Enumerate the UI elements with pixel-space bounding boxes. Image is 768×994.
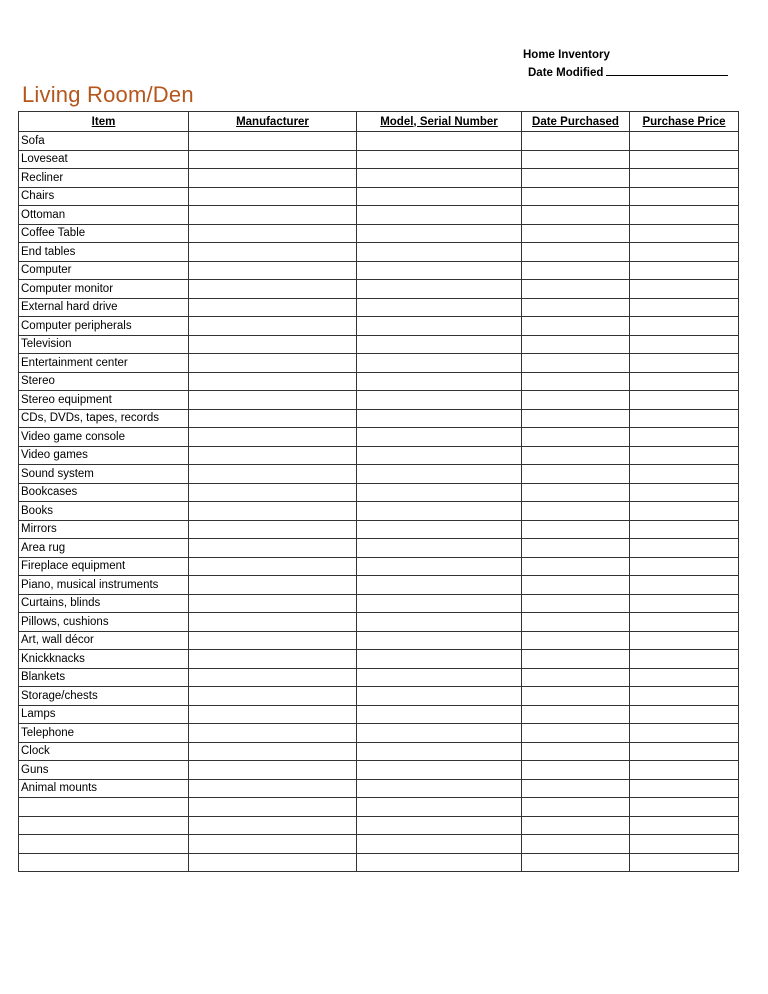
- table-row: [19, 483, 739, 502]
- column-header-purchase-price: Purchase Price: [630, 112, 739, 132]
- purchase-price-cell[interactable]: [630, 539, 739, 558]
- purchase-price-cell[interactable]: [630, 132, 739, 151]
- item-cell: Guns: [19, 761, 189, 780]
- table-row: [19, 779, 739, 798]
- item-cell: Art, wall décor: [19, 631, 189, 650]
- item-cell: Storage/chests: [19, 687, 189, 706]
- model-serial-cell[interactable]: [357, 705, 522, 724]
- date-purchased-cell[interactable]: [522, 724, 630, 743]
- purchase-price-cell[interactable]: [630, 502, 739, 521]
- date-purchased-cell[interactable]: [522, 261, 630, 280]
- model-serial-cell[interactable]: [357, 391, 522, 410]
- document-header: [523, 47, 728, 82]
- model-serial-cell[interactable]: [357, 280, 522, 299]
- purchase-price-cell[interactable]: [630, 557, 739, 576]
- table-row: [19, 206, 739, 225]
- date-purchased-cell[interactable]: [522, 779, 630, 798]
- table-row: [19, 687, 739, 706]
- purchase-price-cell[interactable]: [630, 169, 739, 188]
- table-row: [19, 835, 739, 854]
- model-serial-cell[interactable]: [357, 502, 522, 521]
- table-row: [19, 853, 739, 872]
- date-purchased-cell[interactable]: [522, 298, 630, 317]
- item-cell: External hard drive: [19, 298, 189, 317]
- purchase-price-cell[interactable]: [630, 483, 739, 502]
- date-purchased-cell[interactable]: [522, 317, 630, 336]
- date-purchased-cell[interactable]: [522, 243, 630, 262]
- purchase-price-cell[interactable]: [630, 261, 739, 280]
- date-purchased-cell[interactable]: [522, 354, 630, 373]
- date-purchased-cell[interactable]: [522, 391, 630, 410]
- item-cell: End tables: [19, 243, 189, 262]
- item-cell: Fireplace equipment: [19, 557, 189, 576]
- item-cell: [19, 835, 189, 854]
- item-cell: Bookcases: [19, 483, 189, 502]
- model-serial-cell[interactable]: [357, 816, 522, 835]
- purchase-price-cell[interactable]: [630, 280, 739, 299]
- section-title: Living Room/Den: [22, 82, 194, 107]
- model-serial-cell[interactable]: [357, 335, 522, 354]
- table-row: [19, 150, 739, 169]
- column-header-manufacturer: Manufacturer: [189, 112, 357, 132]
- model-serial-cell[interactable]: [357, 261, 522, 280]
- item-cell: Coffee Table: [19, 224, 189, 243]
- table-row: [19, 761, 739, 780]
- inventory-body: [19, 132, 739, 872]
- model-serial-cell[interactable]: [357, 576, 522, 595]
- table-row: [19, 224, 739, 243]
- table-row: [19, 613, 739, 632]
- date-purchased-cell[interactable]: [522, 576, 630, 595]
- model-serial-cell[interactable]: [357, 446, 522, 465]
- manufacturer-cell[interactable]: [189, 631, 357, 650]
- purchase-price-cell[interactable]: [630, 742, 739, 761]
- manufacturer-cell[interactable]: [189, 650, 357, 669]
- manufacturer-cell[interactable]: [189, 705, 357, 724]
- date-purchased-cell[interactable]: [522, 372, 630, 391]
- manufacturer-cell[interactable]: [189, 280, 357, 299]
- item-cell: Piano, musical instruments: [19, 576, 189, 595]
- manufacturer-cell[interactable]: [189, 613, 357, 632]
- manufacturer-cell[interactable]: [189, 520, 357, 539]
- item-cell: [19, 816, 189, 835]
- item-cell: Clock: [19, 742, 189, 761]
- item-cell: Stereo equipment: [19, 391, 189, 410]
- purchase-price-cell[interactable]: [630, 520, 739, 539]
- model-serial-cell[interactable]: [357, 317, 522, 336]
- manufacturer-cell[interactable]: [189, 243, 357, 262]
- item-cell: Sound system: [19, 465, 189, 484]
- manufacturer-cell[interactable]: [189, 779, 357, 798]
- manufacturer-cell[interactable]: [189, 483, 357, 502]
- model-serial-cell[interactable]: [357, 557, 522, 576]
- date-purchased-cell[interactable]: [522, 483, 630, 502]
- manufacturer-cell[interactable]: [189, 557, 357, 576]
- manufacturer-cell[interactable]: [189, 391, 357, 410]
- date-purchased-cell[interactable]: [522, 761, 630, 780]
- table-row: [19, 465, 739, 484]
- model-serial-cell[interactable]: [357, 298, 522, 317]
- model-serial-cell[interactable]: [357, 243, 522, 262]
- date-purchased-cell[interactable]: [522, 224, 630, 243]
- table-row: [19, 742, 739, 761]
- purchase-price-cell[interactable]: [630, 465, 739, 484]
- purchase-price-cell[interactable]: [630, 668, 739, 687]
- manufacturer-cell[interactable]: [189, 187, 357, 206]
- date-purchased-cell[interactable]: [522, 742, 630, 761]
- purchase-price-cell[interactable]: [630, 761, 739, 780]
- manufacturer-cell[interactable]: [189, 206, 357, 225]
- table-row: [19, 576, 739, 595]
- date-purchased-cell[interactable]: [522, 132, 630, 151]
- model-serial-cell[interactable]: [357, 650, 522, 669]
- date-purchased-cell[interactable]: [522, 687, 630, 706]
- purchase-price-cell[interactable]: [630, 705, 739, 724]
- date-purchased-cell[interactable]: [522, 150, 630, 169]
- column-header-model-serial: Model, Serial Number: [357, 112, 522, 132]
- model-serial-cell[interactable]: [357, 206, 522, 225]
- date-modified-label: Date Modified: [528, 67, 604, 79]
- manufacturer-cell[interactable]: [189, 687, 357, 706]
- model-serial-cell[interactable]: [357, 169, 522, 188]
- inventory-table: [18, 111, 739, 872]
- model-serial-cell[interactable]: [357, 150, 522, 169]
- purchase-price-cell[interactable]: [630, 298, 739, 317]
- purchase-price-cell[interactable]: [630, 354, 739, 373]
- table-row: [19, 594, 739, 613]
- item-cell: Computer: [19, 261, 189, 280]
- table-row: [19, 132, 739, 151]
- manufacturer-cell[interactable]: [189, 150, 357, 169]
- purchase-price-cell[interactable]: [630, 243, 739, 262]
- item-cell: Knickknacks: [19, 650, 189, 669]
- manufacturer-cell[interactable]: [189, 317, 357, 336]
- manufacturer-cell[interactable]: [189, 372, 357, 391]
- date-purchased-cell[interactable]: [522, 613, 630, 632]
- date-purchased-cell[interactable]: [522, 520, 630, 539]
- purchase-price-cell[interactable]: [630, 650, 739, 669]
- item-cell: Entertainment center: [19, 354, 189, 373]
- item-cell: Pillows, cushions: [19, 613, 189, 632]
- date-modified-field[interactable]: [606, 64, 728, 76]
- table-row: [19, 261, 739, 280]
- model-serial-cell[interactable]: [357, 372, 522, 391]
- purchase-price-cell[interactable]: [630, 594, 739, 613]
- manufacturer-cell[interactable]: [189, 798, 357, 817]
- model-serial-cell[interactable]: [357, 835, 522, 854]
- model-serial-cell[interactable]: [357, 520, 522, 539]
- date-purchased-cell[interactable]: [522, 798, 630, 817]
- date-purchased-cell[interactable]: [522, 594, 630, 613]
- item-cell: Area rug: [19, 539, 189, 558]
- manufacturer-cell[interactable]: [189, 354, 357, 373]
- purchase-price-cell[interactable]: [630, 428, 739, 447]
- item-cell: Sofa: [19, 132, 189, 151]
- purchase-price-cell[interactable]: [630, 187, 739, 206]
- manufacturer-cell[interactable]: [189, 502, 357, 521]
- item-cell: Stereo: [19, 372, 189, 391]
- date-purchased-cell[interactable]: [522, 428, 630, 447]
- model-serial-cell[interactable]: [357, 354, 522, 373]
- manufacturer-cell[interactable]: [189, 132, 357, 151]
- manufacturer-cell[interactable]: [189, 298, 357, 317]
- date-modified-row: [523, 64, 728, 82]
- table-row: [19, 724, 739, 743]
- manufacturer-cell[interactable]: [189, 816, 357, 835]
- table-row: [19, 187, 739, 206]
- date-purchased-cell[interactable]: [522, 631, 630, 650]
- model-serial-cell[interactable]: [357, 613, 522, 632]
- table-row: [19, 446, 739, 465]
- date-purchased-cell[interactable]: [522, 835, 630, 854]
- purchase-price-cell[interactable]: [630, 576, 739, 595]
- item-cell: Computer peripherals: [19, 317, 189, 336]
- model-serial-cell[interactable]: [357, 631, 522, 650]
- date-purchased-cell[interactable]: [522, 187, 630, 206]
- date-purchased-cell[interactable]: [522, 557, 630, 576]
- item-cell: Books: [19, 502, 189, 521]
- table-row: [19, 631, 739, 650]
- manufacturer-cell[interactable]: [189, 835, 357, 854]
- manufacturer-cell[interactable]: [189, 224, 357, 243]
- model-serial-cell[interactable]: [357, 483, 522, 502]
- manufacturer-cell[interactable]: [189, 261, 357, 280]
- manufacturer-cell[interactable]: [189, 742, 357, 761]
- manufacturer-cell[interactable]: [189, 761, 357, 780]
- table-row: [19, 520, 739, 539]
- purchase-price-cell[interactable]: [630, 224, 739, 243]
- purchase-price-cell[interactable]: [630, 206, 739, 225]
- date-purchased-cell[interactable]: [522, 853, 630, 872]
- model-serial-cell[interactable]: [357, 761, 522, 780]
- item-cell: Recliner: [19, 169, 189, 188]
- purchase-price-cell[interactable]: [630, 409, 739, 428]
- manufacturer-cell[interactable]: [189, 724, 357, 743]
- table-row: [19, 705, 739, 724]
- item-cell: Computer monitor: [19, 280, 189, 299]
- table-row: [19, 502, 739, 521]
- table-row: [19, 335, 739, 354]
- date-purchased-cell[interactable]: [522, 409, 630, 428]
- manufacturer-cell[interactable]: [189, 539, 357, 558]
- purchase-price-cell[interactable]: [630, 391, 739, 410]
- table-row: [19, 169, 739, 188]
- date-purchased-cell[interactable]: [522, 206, 630, 225]
- purchase-price-cell[interactable]: [630, 816, 739, 835]
- item-cell: CDs, DVDs, tapes, records: [19, 409, 189, 428]
- date-purchased-cell[interactable]: [522, 650, 630, 669]
- item-cell: [19, 798, 189, 817]
- date-purchased-cell[interactable]: [522, 280, 630, 299]
- table-row: [19, 372, 739, 391]
- date-purchased-cell[interactable]: [522, 705, 630, 724]
- manufacturer-cell[interactable]: [189, 428, 357, 447]
- item-cell: Telephone: [19, 724, 189, 743]
- date-purchased-cell[interactable]: [522, 335, 630, 354]
- purchase-price-cell[interactable]: [630, 724, 739, 743]
- model-serial-cell[interactable]: [357, 742, 522, 761]
- table-row: [19, 317, 739, 336]
- purchase-price-cell[interactable]: [630, 835, 739, 854]
- model-serial-cell[interactable]: [357, 224, 522, 243]
- purchase-price-cell[interactable]: [630, 687, 739, 706]
- model-serial-cell[interactable]: [357, 594, 522, 613]
- purchase-price-cell[interactable]: [630, 150, 739, 169]
- item-cell: Mirrors: [19, 520, 189, 539]
- column-header-date-purchased: Date Purchased: [522, 112, 630, 132]
- item-cell: Television: [19, 335, 189, 354]
- item-cell: Chairs: [19, 187, 189, 206]
- table-row: [19, 650, 739, 669]
- model-serial-cell[interactable]: [357, 428, 522, 447]
- model-serial-cell[interactable]: [357, 779, 522, 798]
- model-serial-cell[interactable]: [357, 187, 522, 206]
- table-row: [19, 243, 739, 262]
- purchase-price-cell[interactable]: [630, 798, 739, 817]
- purchase-price-cell[interactable]: [630, 335, 739, 354]
- table-row: [19, 557, 739, 576]
- item-cell: Lamps: [19, 705, 189, 724]
- date-purchased-cell[interactable]: [522, 668, 630, 687]
- table-row: [19, 539, 739, 558]
- manufacturer-cell[interactable]: [189, 853, 357, 872]
- purchase-price-cell[interactable]: [630, 779, 739, 798]
- date-purchased-cell[interactable]: [522, 169, 630, 188]
- column-header-item: Item: [19, 112, 189, 132]
- table-header-row: [19, 112, 739, 132]
- date-purchased-cell[interactable]: [522, 816, 630, 835]
- manufacturer-cell[interactable]: [189, 446, 357, 465]
- table-row: [19, 298, 739, 317]
- table-row: [19, 354, 739, 373]
- purchase-price-cell[interactable]: [630, 446, 739, 465]
- manufacturer-cell[interactable]: [189, 409, 357, 428]
- purchase-price-cell[interactable]: [630, 317, 739, 336]
- item-cell: Blankets: [19, 668, 189, 687]
- date-purchased-cell[interactable]: [522, 446, 630, 465]
- item-cell: Video games: [19, 446, 189, 465]
- manufacturer-cell[interactable]: [189, 668, 357, 687]
- table-row: [19, 409, 739, 428]
- table-row: [19, 816, 739, 835]
- model-serial-cell[interactable]: [357, 798, 522, 817]
- item-cell: Video game console: [19, 428, 189, 447]
- table-row: [19, 280, 739, 299]
- purchase-price-cell[interactable]: [630, 613, 739, 632]
- table-row: [19, 428, 739, 447]
- purchase-price-cell[interactable]: [630, 631, 739, 650]
- date-purchased-cell[interactable]: [522, 539, 630, 558]
- model-serial-cell[interactable]: [357, 687, 522, 706]
- purchase-price-cell[interactable]: [630, 853, 739, 872]
- table-row: [19, 391, 739, 410]
- date-purchased-cell[interactable]: [522, 465, 630, 484]
- purchase-price-cell[interactable]: [630, 372, 739, 391]
- model-serial-cell[interactable]: [357, 132, 522, 151]
- model-serial-cell[interactable]: [357, 409, 522, 428]
- manufacturer-cell[interactable]: [189, 465, 357, 484]
- model-serial-cell[interactable]: [357, 465, 522, 484]
- model-serial-cell[interactable]: [357, 668, 522, 687]
- document-title: Home Inventory: [523, 49, 610, 61]
- manufacturer-cell[interactable]: [189, 169, 357, 188]
- table-row: [19, 798, 739, 817]
- item-cell: Loveseat: [19, 150, 189, 169]
- manufacturer-cell[interactable]: [189, 335, 357, 354]
- item-cell: [19, 853, 189, 872]
- date-purchased-cell[interactable]: [522, 502, 630, 521]
- model-serial-cell[interactable]: [357, 724, 522, 743]
- manufacturer-cell[interactable]: [189, 576, 357, 595]
- model-serial-cell[interactable]: [357, 539, 522, 558]
- model-serial-cell[interactable]: [357, 853, 522, 872]
- item-cell: Curtains, blinds: [19, 594, 189, 613]
- item-cell: Animal mounts: [19, 779, 189, 798]
- item-cell: Ottoman: [19, 206, 189, 225]
- manufacturer-cell[interactable]: [189, 594, 357, 613]
- table-row: [19, 668, 739, 687]
